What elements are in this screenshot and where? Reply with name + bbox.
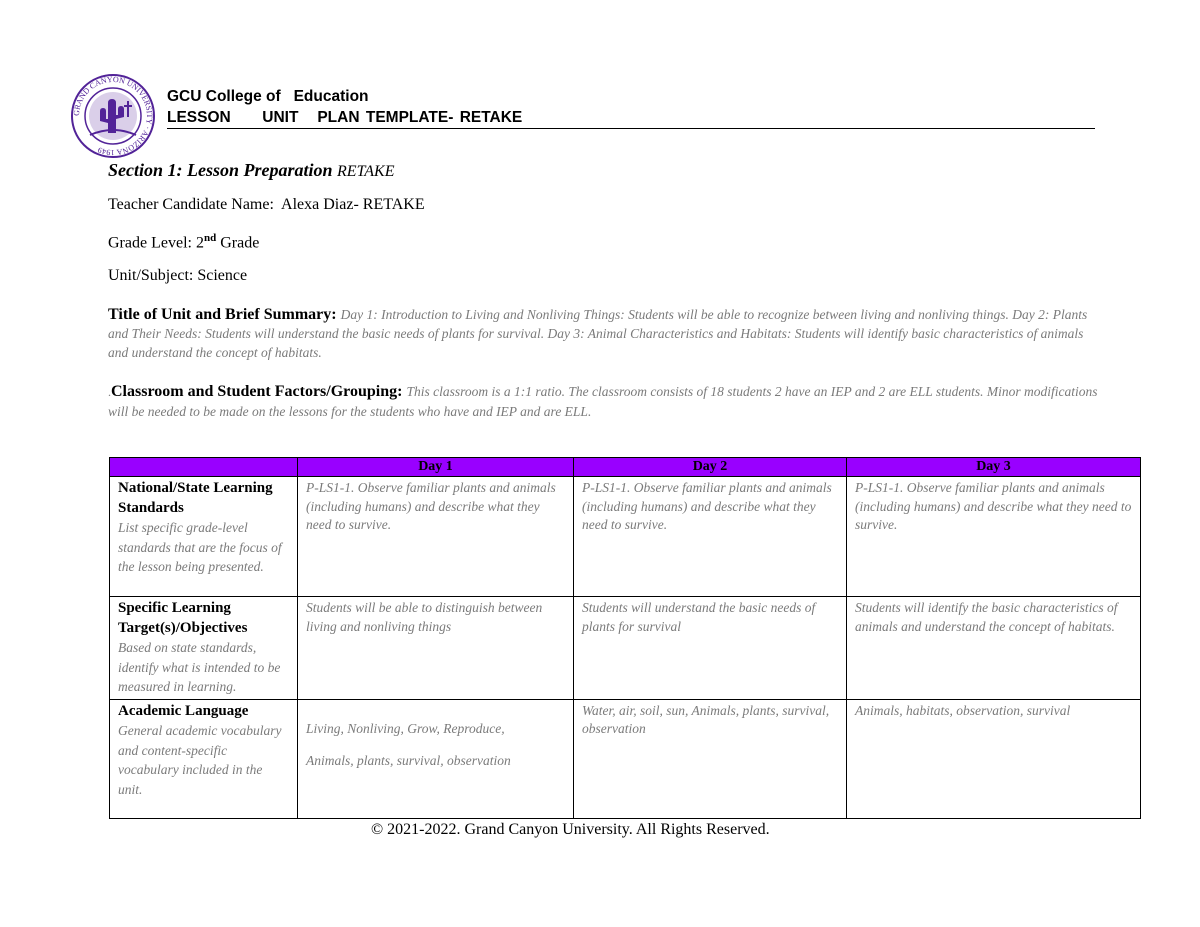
table-cell: Students will identify the basic characteristics of animals and understand the concept of habitats. xyxy=(847,597,1141,700)
section-title: Section 1: Lesson Preparation xyxy=(108,160,333,180)
grade-sup: nd xyxy=(203,232,217,244)
row-title: Specific Learning Target(s)/Objectives xyxy=(118,600,248,636)
row-label-academic-language xyxy=(110,699,298,818)
cell-line: Animals, plants, survival, observation xyxy=(306,753,511,768)
header-cell-day1: Day 1 xyxy=(298,458,574,477)
table-row xyxy=(110,477,1141,597)
gcu-seal-logo xyxy=(70,73,156,159)
svg-text:GRAND CANYON UNIVERSITY · ARIZ: GRAND CANYON UNIVERSITY · ARIZONA 1949 xyxy=(71,74,155,158)
subject-label: Unit/Subject: xyxy=(108,267,194,284)
table-cell: Students will understand the basic needs of plants for survival xyxy=(574,597,847,700)
table-row xyxy=(110,699,1141,818)
subject-value: Science xyxy=(197,267,248,284)
table-cell: P-LS1-1. Observe familiar plants and animals (including humans) and describe what they need to survive. xyxy=(574,477,847,597)
table-cell: Animals, habitats, observation, survival xyxy=(847,699,1141,818)
row-title: National/State Learning Standards xyxy=(118,480,273,516)
summary-label: Title of Unit and Brief Summary: xyxy=(108,306,337,323)
table-row xyxy=(110,597,1141,700)
grade-num: 2 xyxy=(195,234,204,252)
header-cell-day2: Day 2 xyxy=(574,458,847,477)
header-cell-day3: Day 3 xyxy=(847,458,1141,477)
table-cell: Students will be able to distinguish between living and nonliving things xyxy=(298,597,574,700)
row-desc: General academic vocabulary and content-specific vocabulary included in the unit. xyxy=(118,723,282,797)
classroom-text: This classroom is a 1:1 ratio. The classroom consists of 18 students 2 have an IEP and 2 are ELL students. Minor modifications will be needed to be made on the lessons for the students who have and IEP and are ELL. xyxy=(108,384,1098,419)
lesson-plan-table xyxy=(109,457,1141,819)
table-cell: Water, air, soil, sun, Animals, plants, survival, observation xyxy=(574,699,847,818)
classroom-label: Classroom and Student Factors/Grouping: xyxy=(111,383,403,400)
row-desc: List specific grade-level standards that are the focus of the lesson being presented. xyxy=(118,520,282,574)
header-cell-blank xyxy=(110,458,298,477)
row-label-objectives xyxy=(110,597,298,700)
cell-line: Living, Nonliving, Grow, Reproduce, xyxy=(306,720,505,736)
grade-rest: Grade xyxy=(220,234,260,252)
subject-line xyxy=(108,267,247,285)
table-cell: P-LS1-1. Observe familiar plants and animals (including humans) and describe what they need to survive. xyxy=(847,477,1141,597)
table-header-row xyxy=(110,458,1141,477)
section-retake: RETAKE xyxy=(337,163,395,180)
teacher-value: Alexa Diaz- RETAKE xyxy=(281,196,425,213)
section-heading xyxy=(108,160,395,181)
unit-summary xyxy=(108,305,1098,362)
row-label-standards xyxy=(110,477,298,597)
row-desc: Based on state standards, identify what is intended to be measured in learning. xyxy=(118,640,281,694)
template-title: LESSON UNIT PLAN TEMPLATE- RETAKE xyxy=(167,107,1095,129)
grade-level-line xyxy=(108,232,259,252)
teacher-name-line xyxy=(108,196,425,214)
teacher-label: Teacher Candidate Name: xyxy=(108,196,274,213)
copyright-footer: © 2021-2022. Grand Canyon University. All Rights Reserved. xyxy=(371,821,770,838)
classroom-prefix: . xyxy=(108,385,111,399)
row-title: Academic Language xyxy=(118,702,249,719)
table-cell: P-LS1-1. Observe familiar plants and animals (including humans) and describe what they need to survive. xyxy=(298,477,574,597)
college-name: GCU College of Education xyxy=(167,88,369,105)
summary-text: Day 1: Introduction to Living and Nonliving Things: Students will be able to recognize between living and nonliving things. Day 2: Plants and Their Needs: Students will understand the basic needs of plants for survival. Day 3: Animal Characteristics and Habitats: Students will identify basic characteristics of animals and understand the concept of habitats. xyxy=(108,307,1088,360)
document-header xyxy=(167,86,1095,129)
grade-label: Grade Level: xyxy=(108,234,192,252)
classroom-factors xyxy=(108,382,1098,421)
table-cell xyxy=(298,699,574,818)
